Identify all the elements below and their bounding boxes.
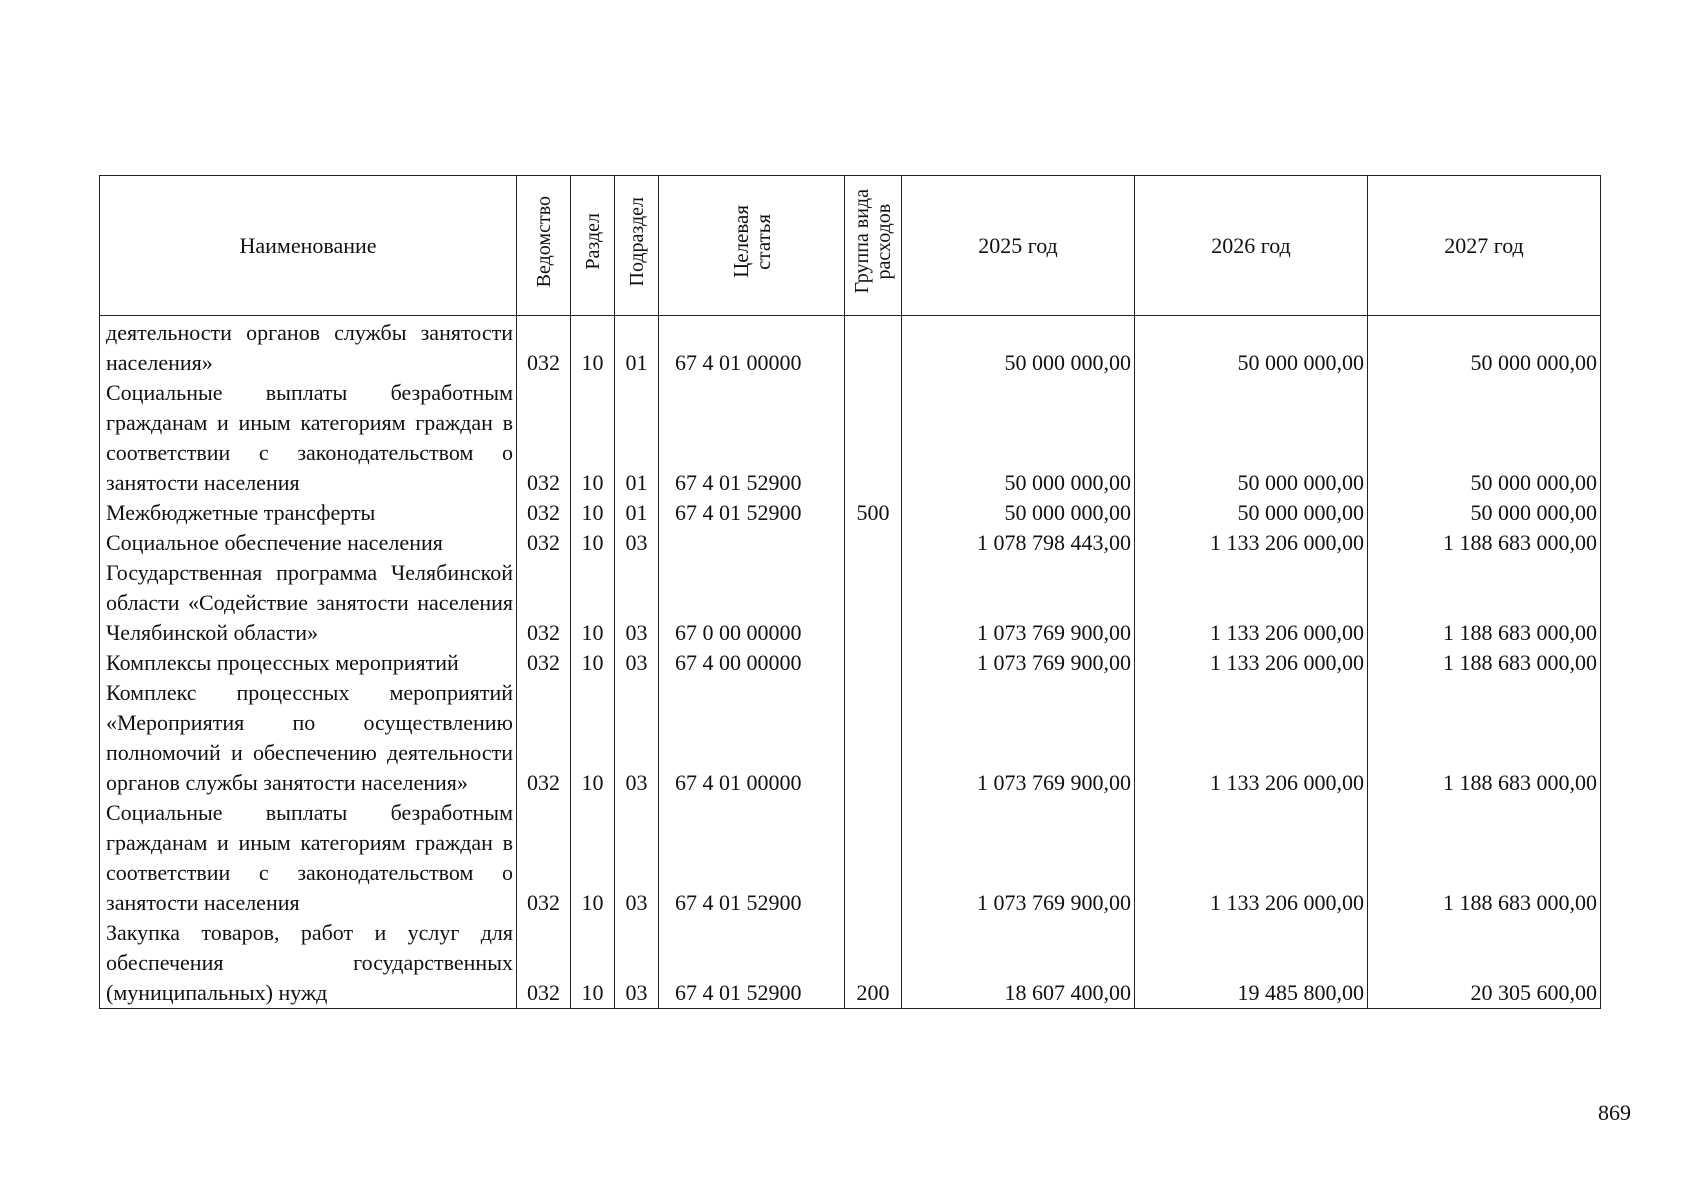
row-gruppa: 200 [845, 918, 902, 1009]
row-gruppa [845, 528, 902, 558]
row-sum-2026: 19 485 800,00 [1135, 918, 1368, 1009]
table-row [100, 528, 1601, 558]
table-row [100, 558, 1601, 648]
row-sum-2027: 1 188 683 000,00 [1368, 558, 1601, 648]
row-podrazdel: 03 [615, 918, 659, 1009]
row-sum-2027: 1 188 683 000,00 [1368, 528, 1601, 558]
row-name: Закупка товаров, работ и услуг для обеспечения государственных (муниципальных) нужд [100, 918, 517, 1009]
page-number: 869 [1598, 1100, 1631, 1125]
row-sum-2025: 1 078 798 443,00 [902, 528, 1135, 558]
header-year-2027: 2027 год [1368, 176, 1601, 316]
row-celevaya-statya: 67 4 01 52900 [659, 798, 845, 918]
row-sum-2026: 50 000 000,00 [1135, 378, 1368, 498]
table-row [100, 648, 1601, 678]
row-razdel: 10 [571, 528, 615, 558]
row-sum-2026: 1 133 206 000,00 [1135, 558, 1368, 648]
row-razdel: 10 [571, 558, 615, 648]
header-razdel: Раздел [571, 176, 615, 316]
row-sum-2025: 50 000 000,00 [902, 378, 1135, 498]
budget-table [99, 175, 1601, 1009]
row-name: Социальные выплаты безработным гражданам и иным категориям граждан в соответствии с законодательством о занятости населения [100, 378, 517, 498]
row-razdel: 10 [571, 648, 615, 678]
row-razdel: 10 [571, 918, 615, 1009]
row-sum-2026: 50 000 000,00 [1135, 316, 1368, 379]
row-name: Социальные выплаты безработным гражданам и иным категориям граждан в соответствии с законодательством о занятости населения [100, 798, 517, 918]
row-podrazdel: 03 [615, 528, 659, 558]
row-name: Социальное обеспечение населения [100, 528, 517, 558]
row-name: Межбюджетные трансферты [100, 498, 517, 528]
row-gruppa [845, 378, 902, 498]
row-celevaya-statya: 67 0 00 00000 [659, 558, 845, 648]
table-row [100, 498, 1601, 528]
row-vedomstvo: 032 [517, 378, 571, 498]
row-name: Комплекс процессных мероприятий «Мероприятия по осуществлению полномочий и обеспечению деятельности органов службы занятости населения» [100, 678, 517, 798]
row-podrazdel: 01 [615, 498, 659, 528]
table-row [100, 798, 1601, 918]
row-gruppa [845, 558, 902, 648]
row-vedomstvo: 032 [517, 558, 571, 648]
row-celevaya-statya: 67 4 00 00000 [659, 648, 845, 678]
row-sum-2027: 50 000 000,00 [1368, 378, 1601, 498]
row-gruppa [845, 678, 902, 798]
row-gruppa: 500 [845, 498, 902, 528]
row-sum-2027: 50 000 000,00 [1368, 316, 1601, 379]
row-celevaya-statya: 67 4 01 52900 [659, 498, 845, 528]
row-razdel: 10 [571, 316, 615, 379]
row-sum-2025: 18 607 400,00 [902, 918, 1135, 1009]
row-sum-2027: 50 000 000,00 [1368, 498, 1601, 528]
row-vedomstvo: 032 [517, 798, 571, 918]
row-celevaya-statya: 67 4 01 52900 [659, 378, 845, 498]
row-sum-2026: 1 133 206 000,00 [1135, 648, 1368, 678]
row-podrazdel: 03 [615, 558, 659, 648]
row-sum-2025: 50 000 000,00 [902, 498, 1135, 528]
table-row [100, 678, 1601, 798]
row-vedomstvo: 032 [517, 528, 571, 558]
row-razdel: 10 [571, 498, 615, 528]
row-vedomstvo: 032 [517, 498, 571, 528]
row-sum-2025: 1 073 769 900,00 [902, 648, 1135, 678]
row-sum-2027: 1 188 683 000,00 [1368, 648, 1601, 678]
row-sum-2027: 1 188 683 000,00 [1368, 798, 1601, 918]
row-celevaya-statya: 67 4 01 00000 [659, 678, 845, 798]
row-sum-2025: 1 073 769 900,00 [902, 678, 1135, 798]
row-vedomstvo: 032 [517, 316, 571, 379]
header-year-2026: 2026 год [1135, 176, 1368, 316]
row-sum-2026: 50 000 000,00 [1135, 498, 1368, 528]
row-razdel: 10 [571, 798, 615, 918]
row-sum-2026: 1 133 206 000,00 [1135, 528, 1368, 558]
row-podrazdel: 03 [615, 648, 659, 678]
row-podrazdel: 03 [615, 798, 659, 918]
table-row [100, 316, 1601, 379]
row-gruppa [845, 316, 902, 379]
row-name: Государственная программа Челябинской области «Содействие занятости населения Челябинской области» [100, 558, 517, 648]
row-gruppa [845, 798, 902, 918]
row-celevaya-statya: 67 4 01 00000 [659, 316, 845, 379]
row-sum-2025: 1 073 769 900,00 [902, 798, 1135, 918]
row-razdel: 10 [571, 378, 615, 498]
row-sum-2026: 1 133 206 000,00 [1135, 798, 1368, 918]
row-razdel: 10 [571, 678, 615, 798]
row-podrazdel: 01 [615, 316, 659, 379]
row-podrazdel: 03 [615, 678, 659, 798]
header-name: Наименование [100, 176, 517, 316]
row-sum-2025: 50 000 000,00 [902, 316, 1135, 379]
table-row [100, 378, 1601, 498]
row-name: Комплексы процессных мероприятий [100, 648, 517, 678]
row-vedomstvo: 032 [517, 648, 571, 678]
row-sum-2025: 1 073 769 900,00 [902, 558, 1135, 648]
row-sum-2027: 20 305 600,00 [1368, 918, 1601, 1009]
row-celevaya-statya: 67 4 01 52900 [659, 918, 845, 1009]
header-podrazdel: Подраздел [615, 176, 659, 316]
row-name: деятельности органов службы занятости населения» [100, 316, 517, 379]
row-vedomstvo: 032 [517, 918, 571, 1009]
row-sum-2026: 1 133 206 000,00 [1135, 678, 1368, 798]
row-podrazdel: 01 [615, 378, 659, 498]
row-sum-2027: 1 188 683 000,00 [1368, 678, 1601, 798]
row-vedomstvo: 032 [517, 678, 571, 798]
header-celevaya-statya: Целевая статья [659, 176, 845, 316]
header-vedomstvo: Ведомство [517, 176, 571, 316]
row-celevaya-statya [659, 528, 845, 558]
header-row [100, 176, 1601, 316]
header-year-2025: 2025 год [902, 176, 1135, 316]
row-gruppa [845, 648, 902, 678]
table-row [100, 918, 1601, 1009]
header-gruppa-vida-rashodov: Группа вида расходов [845, 176, 902, 316]
